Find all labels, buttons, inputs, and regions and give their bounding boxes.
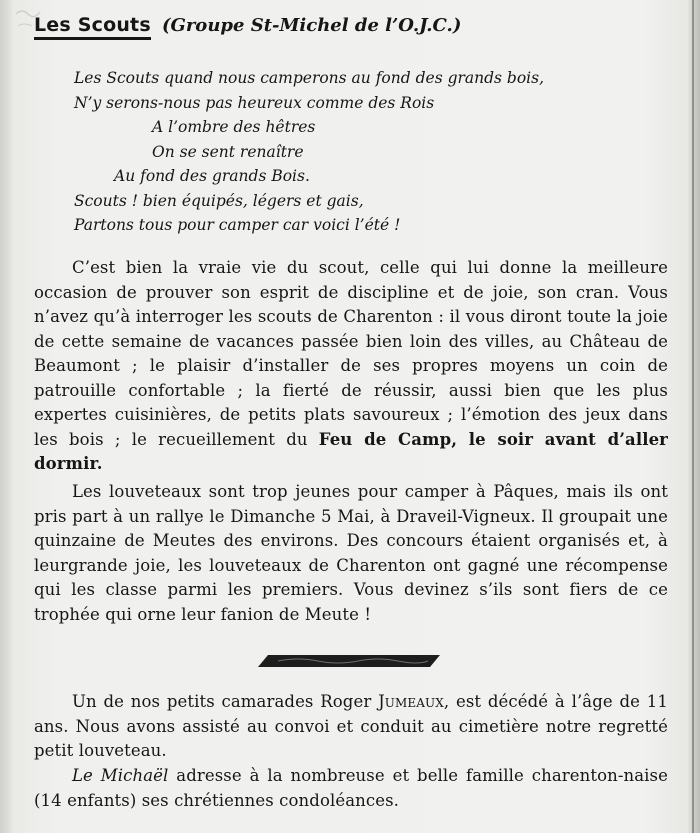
- poem-line: Les Scouts quand nous camperons au fond des grands bois,: [74, 69, 545, 87]
- paragraph-obituary: [34, 690, 668, 764]
- paragraph-text: C’est bien la vraie vie du scout, celle qui lui donne la meilleure occasion de prouver son esprit de discipline et de joie, son cran. Vous n’avez qu’à interroger les scouts de Charenton : il vous diront toute la joie de cette semaine de vacances passée bien loin des villes, au Château de Beaumont ; le plaisir d’installer de ses propres moyens un coin de patrouille confortable ; la fierté de réussir, aussi bien que les plus expertes cuisinières, de petits plats savoureux ; l’émotion des jeux dans les bois ; le recueillement du: [34, 258, 668, 449]
- publication-name: Le Michaël: [72, 766, 169, 785]
- ornament-divider: [258, 654, 440, 668]
- paragraph-text-ending: Feu de Camp, le soir avant d’aller dormir.: [34, 429, 668, 473]
- poem-line: On se sent renaître: [152, 142, 304, 161]
- poem-block: [0, 66, 700, 238]
- paragraph-louveteaux: [34, 480, 668, 627]
- paragraph-text: adresse à la nombreuse et belle famille charenton-naise (14 enfants) ses chrétiennes condoléances.: [34, 766, 668, 810]
- article-title: Les Scouts: [34, 14, 151, 40]
- paragraph-condolences: [34, 764, 668, 813]
- poem-line: Scouts ! bien équipés, légers et gais,: [74, 191, 364, 210]
- paragraph-text: Les louveteaux sont trop jeunes pour camper à Pâques, mais ils ont pris part à un rallye le Dimanche 5 Mai, à Draveil-Vigneux. Il groupait une quinzaine de Meutes des environs. Des concours étaient organisés et, à leurgrande joie, les louveteaux de Charenton ont gagné une récompense qui les classe parmi les premiers. Vous devinez s’ils sont fiers de ce trophée qui orne leur fanion de Meute !: [34, 482, 668, 624]
- person-name: Jumeaux: [378, 692, 444, 711]
- poem-line: A l’ombre des hêtres: [152, 118, 316, 136]
- paragraph-text: Un de nos petits camarades Roger: [72, 692, 379, 711]
- article-header: [34, 14, 461, 36]
- poem-line: N’y serons-nous pas heureux comme des Rois: [74, 93, 435, 112]
- article-subtitle: (Groupe St-Michel de l’O.J.C.): [161, 15, 462, 36]
- poem-line: Partons tous pour camper car voici l’été !: [74, 216, 401, 234]
- poem-line: Au fond des grands Bois.: [114, 167, 310, 185]
- paragraph-text: , est décédé à l’âge de 11 ans. Nous avons assisté au convoi et conduit au cimetière notre regretté petit louveteau.: [34, 692, 668, 760]
- paragraph-scout-camp: [34, 256, 668, 477]
